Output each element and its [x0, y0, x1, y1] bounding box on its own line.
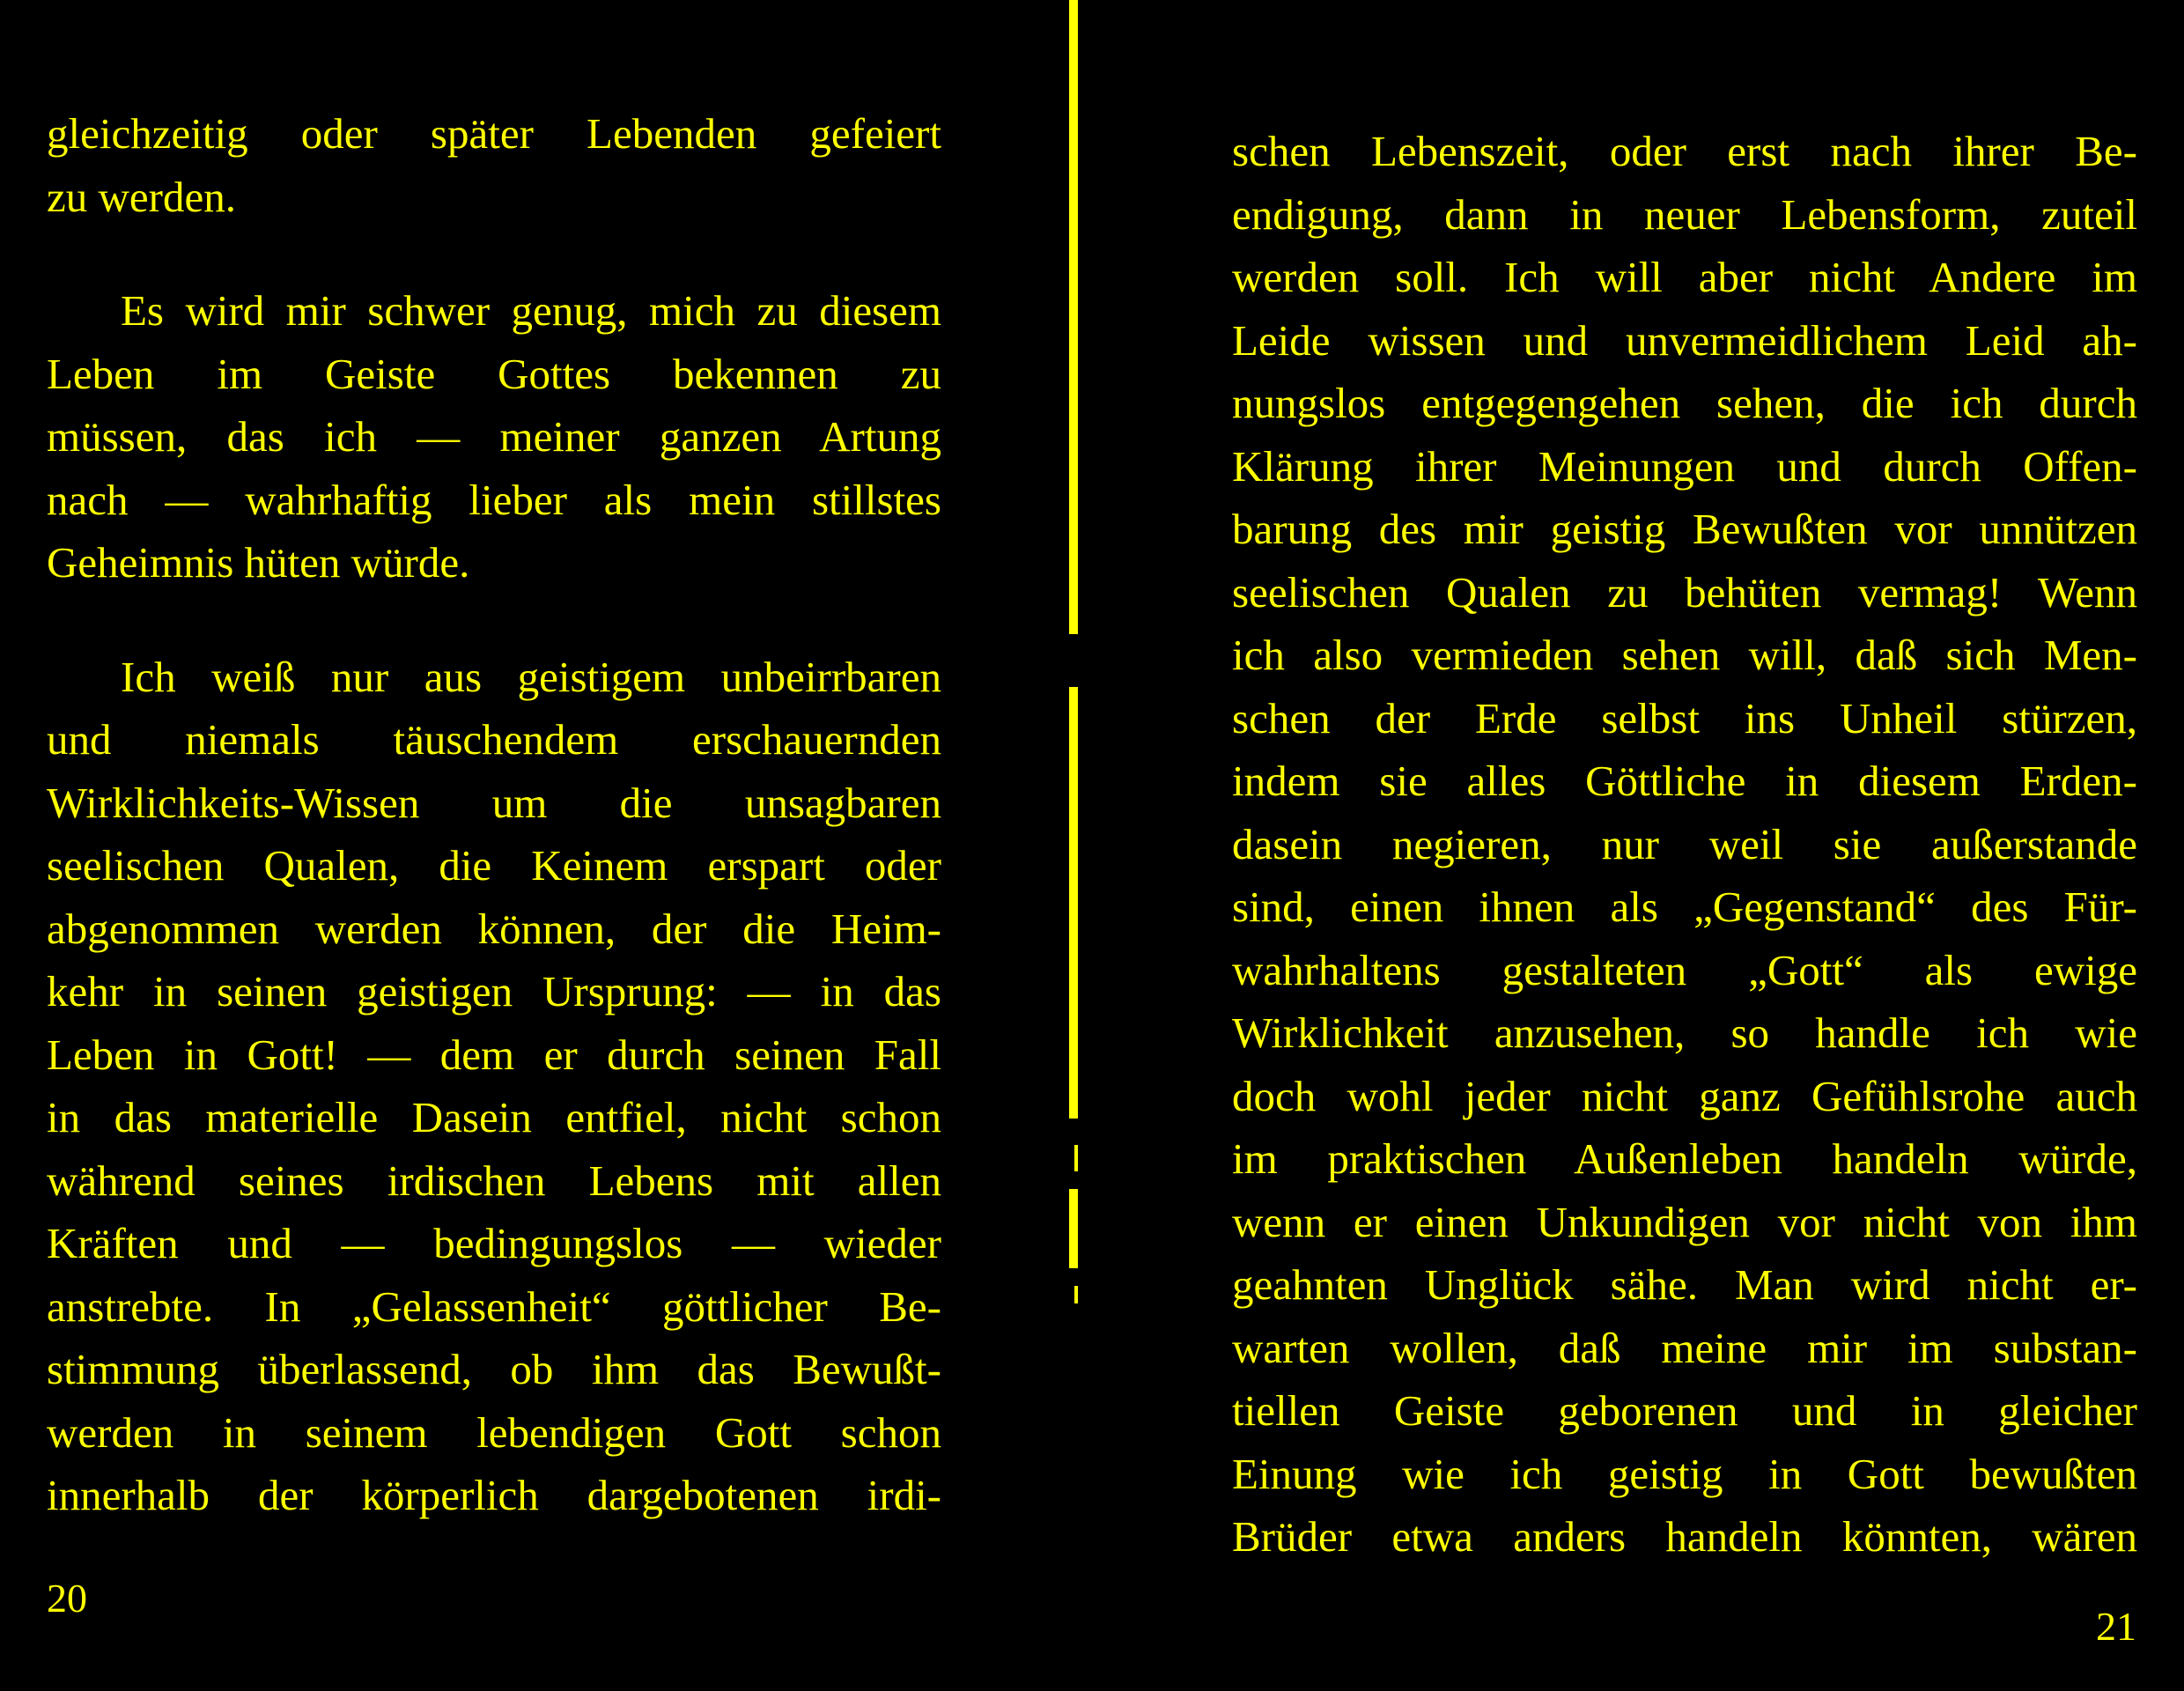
text-line: zu werden. — [47, 172, 236, 221]
text-line: schen Lebenszeit, oder erst nach ihrer Be- — [1232, 127, 2137, 175]
text-line: müssen, das ich — meiner ganzen Artung — [47, 412, 941, 461]
text-line: sind, einen ihnen als „Gegenstand“ des Für- — [1232, 882, 2137, 931]
text-line: anstrebte. In „Gelassenheit“ göttlicher Be- — [47, 1281, 941, 1331]
right-text-column — [1232, 120, 2137, 1569]
text-line: wenn er einen Unkundigen vor nicht von ihm — [1232, 1197, 2137, 1246]
text-line: stimmung überlassend, ob ihm das Bewußt- — [47, 1345, 941, 1393]
text-line: Kräften und — bedingungslos — wieder — [47, 1219, 941, 1267]
text-line: tiellen Geiste geborenen und in gleicher — [1232, 1386, 2137, 1435]
text-line: Leben in Gott! — dem er durch seinen Fall — [47, 1030, 941, 1079]
text-line: Leide wissen und unvermeidlichem Leid ah- — [1232, 315, 2137, 365]
text-line: seelischen Qualen zu behüten vermag! Wenn — [1232, 567, 2137, 617]
text-line: Ich weiß nur aus geistigem unbeirrbaren — [121, 652, 941, 701]
text-line: wahrhaltens gestalteten „Gott“ als ewige — [1232, 945, 2137, 994]
text-line: geahnten Unglück sähe. Man wird nicht er- — [1232, 1260, 2137, 1309]
page-number: 20 — [47, 1576, 87, 1621]
text-line: während seines irdischen Lebens mit allen — [47, 1156, 941, 1205]
text-line: Einung wie ich geistig in Gott bewußten — [1232, 1449, 2137, 1498]
page-number: 21 — [2096, 1604, 2136, 1649]
text-line: werden soll. Ich will aber nicht Andere im — [1232, 253, 2137, 301]
text-line: endigung, dann in neuer Lebensform, zuteil — [1232, 189, 2137, 239]
text-line: innerhalb der körperlich dargebotenen irdi- — [47, 1471, 941, 1519]
text-line: und niemals täuschendem erschauernden — [47, 715, 941, 764]
text-line: dasein negieren, nur weil sie außerstande — [1232, 819, 2137, 868]
text-line: Geheimnis hüten würde. — [47, 538, 470, 587]
text-line: barung des mir geistig Bewußten vor unnützen — [1232, 505, 2137, 553]
text-line: Klärung ihrer Meinungen und durch Offen- — [1232, 441, 2137, 491]
text-line: abgenommen werden können, der die Heim- — [47, 904, 941, 953]
text-line: Brüder etwa anders handeln könnten, wären — [1232, 1512, 2137, 1561]
text-line: werden in seinem lebendigen Gott schon — [47, 1407, 941, 1457]
text-line: Wirklichkeits-Wissen um die unsagbaren — [47, 778, 941, 827]
text-line: nungslos entgegengehen sehen, die ich durch — [1232, 379, 2137, 427]
left-page — [0, 0, 1070, 1691]
left-text-column — [47, 102, 941, 1527]
text-line: doch wohl jeder nicht ganz Gefühlsrohe auch — [1232, 1071, 2137, 1120]
text-line: ich also vermieden sehen will, daß sich Men- — [1232, 631, 2137, 679]
text-line: seelischen Qualen, die Keinem erspart oder — [47, 841, 941, 890]
text-line: indem sie alles Göttliche in diesem Erden- — [1232, 757, 2137, 805]
text-line: Leben im Geiste Gottes bekennen zu — [47, 349, 941, 398]
text-line: nach — wahrhaftig lieber als mein stillstes — [47, 475, 941, 524]
text-line: in das materielle Dasein entfiel, nicht schon — [47, 1093, 941, 1141]
text-line: Es wird mir schwer genug, mich zu diesem — [121, 286, 941, 335]
text-line: schen der Erde selbst ins Unheil stürzen, — [1232, 693, 2137, 742]
text-line: Wirklichkeit anzusehen, so handle ich wie — [1232, 1008, 2137, 1057]
text-line: gleichzeitig oder später Lebenden gefeiert — [47, 109, 941, 158]
right-page — [1079, 0, 2184, 1691]
text-line: kehr in seinen geistigen Ursprung: — in das — [47, 967, 941, 1015]
text-line: warten wollen, daß meine mir im substan- — [1232, 1323, 2137, 1372]
text-line: im praktischen Außenleben handeln würde, — [1232, 1134, 2137, 1183]
